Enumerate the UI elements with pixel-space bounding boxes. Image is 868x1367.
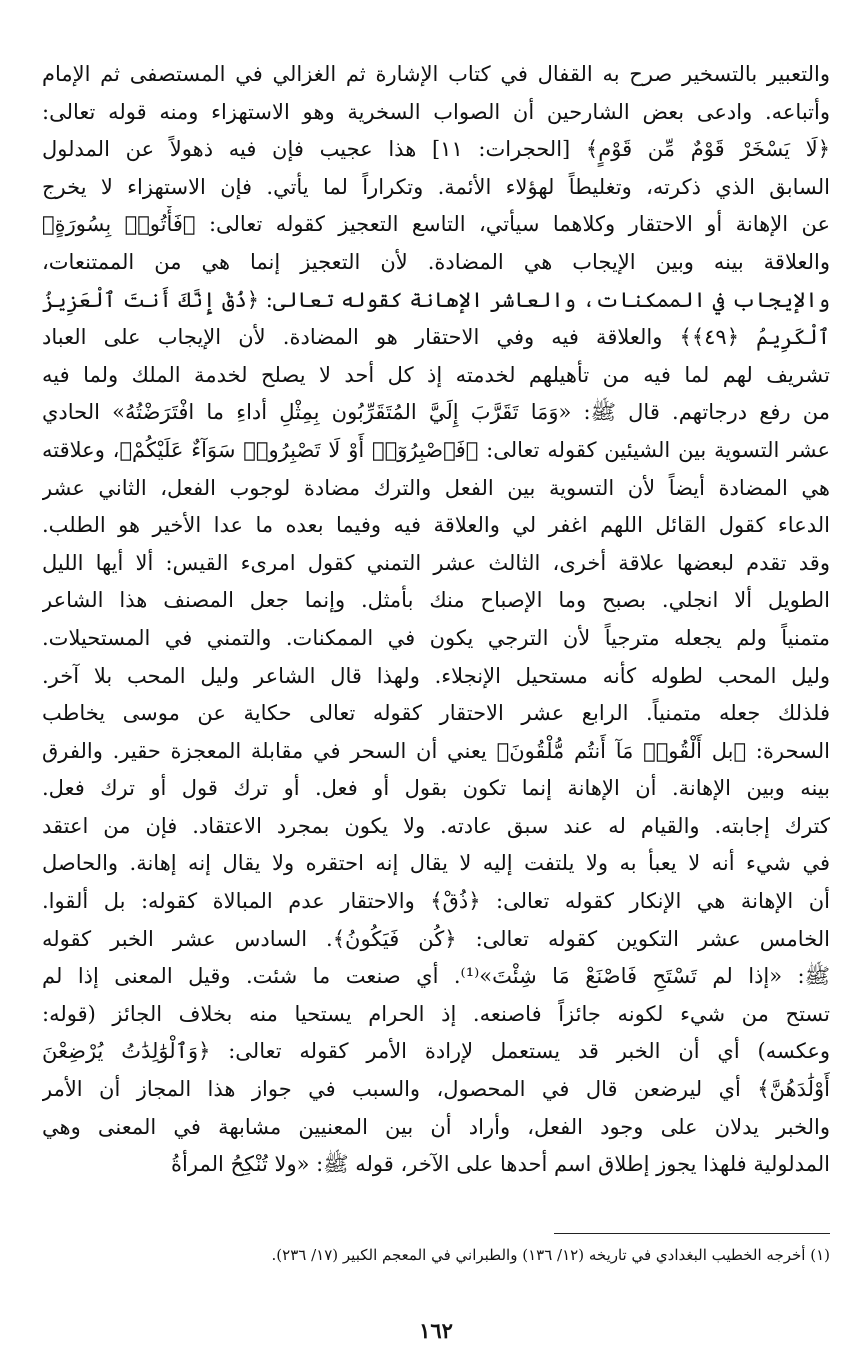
text-line: عن الإهانة أو الاحتقار وكلاهما سيأتي، التاسع التعجيز كقوله تعالى: ﴿فَأْتُوا۟ بِسُورَةٍ﴾ (42, 212, 830, 237)
text-line: وليل المحب لطوله كأنه مستحيل الإنجلاء. ولهذا قال الشاعر وليل المحب بلا آخر. (42, 663, 830, 688)
text-line: فلذلك جعله متمنياً. الرابع عشر الاحتقار كقوله تعالى حكاية عن موسى يخاطب (42, 701, 830, 726)
text-line: تستح من شيء لكونه جائزاً فاصنعه. إذ الحرام يستحيا منه بخلاف الجائز (قوله: (42, 1001, 830, 1026)
text-line: في شيء أنه لا يعبأ به ولا يلتفت إليه لا يقال إنه احتقره ولا يقال إنه إهانة. والحاصل (42, 851, 830, 876)
text-line: وأتباعه. وادعى بعض الشارحين أن الصواب السخرية وهو الاستهزاء ومنه قوله تعالى: (42, 99, 830, 124)
main-text (42, 56, 830, 1184)
text-line: بينه وبين الإهانة. أن الإهانة إنما تكون بقول أو فعل. أو ترك قول أو ترك فعل. (42, 776, 830, 801)
text-line: ٱلْكَرِيمُ ﴿٤٩﴾﴾ والعلاقة فيه وفي الاحتقار هو المضادة. لأن الإيجاب على العباد (42, 325, 830, 350)
text-line: الطويل ألا انجلي. بصبح وما الإصباح منك بأمثل. وإنما جعل المصنف هذا الشاعر (42, 588, 830, 613)
text-line: الخامس عشر التكوين كقوله تعالى: ﴿كُن فَيَكُونُ﴾. السادس عشر الخبر كقوله (42, 926, 830, 951)
text-line: كترك إجابته. والقيام له عند سبق عادته. ولا يكون بمجرد الاعتقاد. فإن من اعتقد (42, 813, 830, 838)
text-line: السحرة: ﴿بل أَلْقُوا۟ مَآ أَنتُم مُّلْقُونَ﴾ يعني أن السحر في مقابلة المعجزة حقير. والفرق (42, 738, 830, 763)
text-line: هي المضادة أيضاً لأن التسوية بين الفعل والترك مضادة لوجوب الفعل، الثاني عشر (42, 475, 830, 500)
text-line: وقد تقدم لبعضها علاقة أخرى، الثالث عشر التمني كقول امرىء القيس: ألا أيها الليل (42, 550, 830, 575)
text-line: والتعبير بالتسخير صرح به القفال في كتاب الإشارة ثم الغزالي في المستصفى ثم الإمام (42, 62, 830, 86)
text-line: أَوْلَٰدَهُنَّ﴾ أي ليرضعن قال في المحصول، والسبب في جواز هذا المجاز أن الأمر (42, 1077, 830, 1102)
text-line: متمنياً ولم يجعله مترجياً لأن الترجي يكون في الممكنات. والتمني في المستحيلات. (42, 625, 830, 650)
text-line: المدلولية فلهذا يجوز إطلاق اسم أحدها على الآخر، قوله ﷺ: «ولا تُنْكِحُ المرأةُ (171, 1152, 830, 1177)
text-line: عشر التسوية بين الشيئين كقوله تعالى: ﴿فَٱصْبِرُوٓا۟ أَوْ لَا تَصْبِرُوا۟ سَوَآءٌ عَلَيْكُمْ﴾، وعلاقته (42, 437, 830, 462)
text-line: من رفع درجاتهم. قال ﷺ: «وَمَا تَقَرَّبَ إِلَيَّ المُتَقَرِّبُون بِمِثْلِ أداءِ ما افْتَرَضْتُهُ» الحادي (42, 400, 830, 425)
text-line: ﷺ: «إذا لم تَسْتَحِ فَاصْنَعْ مَا شِئْتَ»⁽¹⁾. أي صنعت ما شئت. وقيل المعنى إذا لم (42, 964, 830, 989)
text-line: والخبر يدلان على وجود الفعل، وأراد أن بين المعنيين مشابهة في المعنى وهي (42, 1114, 830, 1139)
book-page (42, 56, 830, 1356)
page-number: ١٦٢ (419, 1318, 453, 1343)
text-line: تشريف لهم لما فيه من تأهيلهم لخدمته إذ كل أحد لا يصلح لخدمة الملك ولما فيه (42, 362, 830, 387)
text-line: الدعاء كقول القائل اللهم اغفر لي والعلاقة فيه وفيما بعده ما عدا الأخير هو الطلب. (42, 513, 830, 538)
text-line: أن الإهانة هي الإنكار كقوله تعالى: ﴿ذُقْ﴾ والاحتقار عدم المبالاة كقوله: بل ألقوا. (42, 889, 830, 914)
text-line: والعلاقة بينه وبين الإيجاب هي المضادة. لأن التعجيز إنما هي من الممتنعات، (42, 249, 830, 274)
footnote: (١) أخرجه الخطيب البغدادي في تاريخه (١٢/ ١٣٦) والطبراني في المعجم الكبير (١٧/ ٢٣٦). (271, 1246, 830, 1264)
text-line: والإيجاب في الممكنات، والعاشر الإهانة كقوله تعالى: ﴿ذُقْ إِنَّكَ أَنتَ ٱلْعَزِيزُ (42, 287, 830, 312)
text-line: السابق الذي ذكرته، وتغليطاً لهؤلاء الأئمة. وتكراراً لما يأتي. فإن الاستهزاء لا يخرج (42, 174, 830, 199)
text-line: وعكسه) أي أن الخبر قد يستعمل لإرادة الأمر كقوله تعالى: ﴿وَٱلْوَٰلِدَٰتُ يُرْضِعْنَ (42, 1039, 830, 1064)
footnote-separator (554, 1233, 830, 1234)
text-line: ﴿لَا يَسْخَرْ قَوْمٌ مِّن قَوْمٍ﴾ [الحجرات: ١١] هذا عجيب فإن فيه ذهولاً عن المدلول (42, 137, 830, 162)
